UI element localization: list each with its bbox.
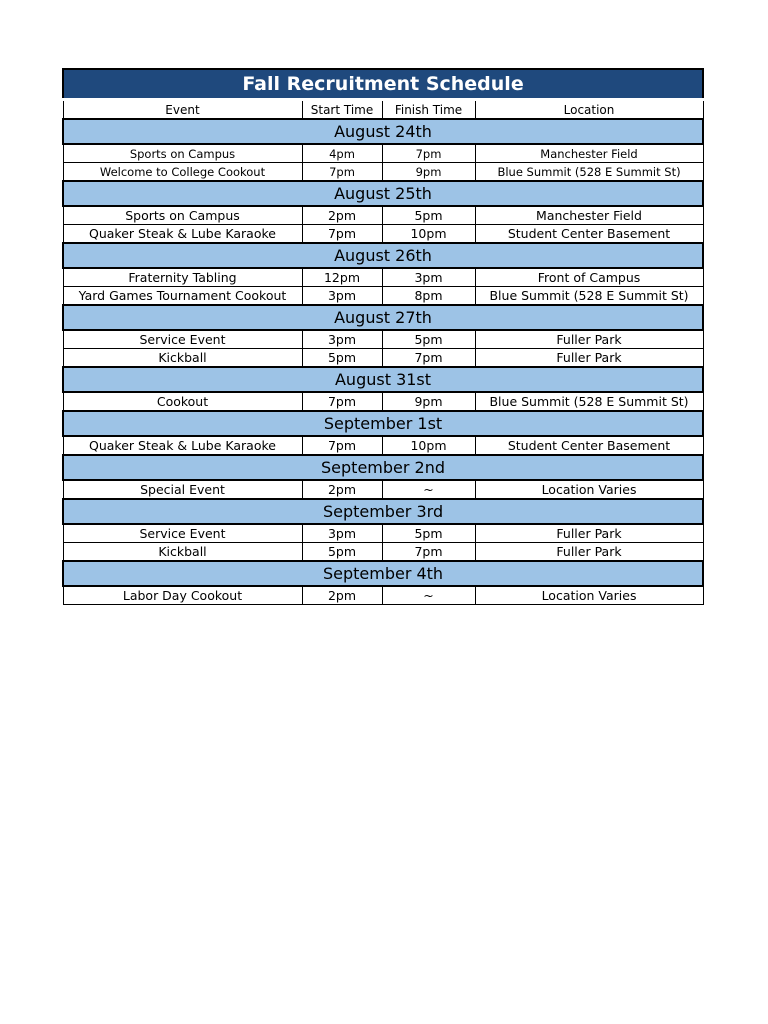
event-row	[63, 225, 703, 244]
event-name-cell: Yard Games Tournament Cookout	[63, 287, 302, 306]
event-name-cell: Quaker Steak & Lube Karaoke	[63, 225, 302, 244]
date-heading: August 24th	[63, 119, 703, 144]
location-cell: Blue Summit (528 E Summit St)	[475, 163, 703, 182]
event-row	[63, 543, 703, 562]
event-name-cell: Special Event	[63, 480, 302, 499]
start-time-cell: 2pm	[302, 586, 382, 605]
event-name-cell: Fraternity Tabling	[63, 268, 302, 287]
start-time-cell: 12pm	[302, 268, 382, 287]
location-cell: Manchester Field	[475, 144, 703, 163]
location-cell: Student Center Basement	[475, 436, 703, 455]
finish-time-cell: 7pm	[382, 349, 475, 368]
column-header-event: Event	[63, 100, 302, 120]
event-row	[63, 287, 703, 306]
event-name-cell: Welcome to College Cookout	[63, 163, 302, 182]
date-heading: September 4th	[63, 561, 703, 586]
start-time-cell: 7pm	[302, 436, 382, 455]
finish-time-cell: 9pm	[382, 163, 475, 182]
start-time-cell: 4pm	[302, 144, 382, 163]
start-time-cell: 7pm	[302, 225, 382, 244]
location-cell: Fuller Park	[475, 349, 703, 368]
location-cell: Blue Summit (528 E Summit St)	[475, 392, 703, 411]
event-row	[63, 330, 703, 349]
location-cell: Fuller Park	[475, 524, 703, 543]
date-heading: September 3rd	[63, 499, 703, 524]
location-cell: Student Center Basement	[475, 225, 703, 244]
date-row	[63, 181, 703, 206]
date-row	[63, 367, 703, 392]
date-row	[63, 305, 703, 330]
event-row	[63, 586, 703, 605]
column-header-location: Location	[475, 100, 703, 120]
event-row	[63, 524, 703, 543]
finish-time-cell: 8pm	[382, 287, 475, 306]
date-row	[63, 411, 703, 436]
title-row	[63, 69, 703, 100]
date-heading: August 26th	[63, 243, 703, 268]
finish-time-cell: 5pm	[382, 330, 475, 349]
finish-time-cell: 7pm	[382, 543, 475, 562]
location-cell: Front of Campus	[475, 268, 703, 287]
finish-time-cell: 10pm	[382, 225, 475, 244]
event-name-cell: Kickball	[63, 543, 302, 562]
event-row	[63, 349, 703, 368]
event-name-cell: Sports on Campus	[63, 206, 302, 225]
start-time-cell: 5pm	[302, 349, 382, 368]
column-header-row	[63, 100, 703, 120]
location-cell: Location Varies	[475, 586, 703, 605]
date-heading: August 31st	[63, 367, 703, 392]
event-row	[63, 392, 703, 411]
schedule-title: Fall Recruitment Schedule	[63, 69, 703, 100]
date-heading: September 1st	[63, 411, 703, 436]
start-time-cell: 2pm	[302, 480, 382, 499]
start-time-cell: 7pm	[302, 163, 382, 182]
start-time-cell: 3pm	[302, 330, 382, 349]
event-name-cell: Quaker Steak & Lube Karaoke	[63, 436, 302, 455]
start-time-cell: 3pm	[302, 524, 382, 543]
date-heading: September 2nd	[63, 455, 703, 480]
date-row	[63, 119, 703, 144]
schedule-body	[63, 69, 703, 605]
start-time-cell: 2pm	[302, 206, 382, 225]
location-cell: Manchester Field	[475, 206, 703, 225]
date-row	[63, 455, 703, 480]
event-row	[63, 480, 703, 499]
finish-time-cell: 5pm	[382, 206, 475, 225]
event-name-cell: Service Event	[63, 330, 302, 349]
event-row	[63, 206, 703, 225]
event-row	[63, 436, 703, 455]
finish-time-cell: 9pm	[382, 392, 475, 411]
location-cell: Location Varies	[475, 480, 703, 499]
location-cell: Blue Summit (528 E Summit St)	[475, 287, 703, 306]
date-row	[63, 561, 703, 586]
start-time-cell: 5pm	[302, 543, 382, 562]
finish-time-cell: 10pm	[382, 436, 475, 455]
event-name-cell: Service Event	[63, 524, 302, 543]
date-row	[63, 243, 703, 268]
event-name-cell: Labor Day Cookout	[63, 586, 302, 605]
finish-time-cell: ~	[382, 480, 475, 499]
date-heading: August 25th	[63, 181, 703, 206]
event-name-cell: Sports on Campus	[63, 144, 302, 163]
column-header-finish-time: Finish Time	[382, 100, 475, 120]
finish-time-cell: ~	[382, 586, 475, 605]
event-row	[63, 144, 703, 163]
column-header-start-time: Start Time	[302, 100, 382, 120]
date-heading: August 27th	[63, 305, 703, 330]
finish-time-cell: 5pm	[382, 524, 475, 543]
event-row	[63, 163, 703, 182]
recruitment-schedule-table	[62, 68, 704, 605]
event-name-cell: Kickball	[63, 349, 302, 368]
event-name-cell: Cookout	[63, 392, 302, 411]
event-row	[63, 268, 703, 287]
start-time-cell: 3pm	[302, 287, 382, 306]
location-cell: Fuller Park	[475, 543, 703, 562]
start-time-cell: 7pm	[302, 392, 382, 411]
finish-time-cell: 3pm	[382, 268, 475, 287]
finish-time-cell: 7pm	[382, 144, 475, 163]
date-row	[63, 499, 703, 524]
location-cell: Fuller Park	[475, 330, 703, 349]
